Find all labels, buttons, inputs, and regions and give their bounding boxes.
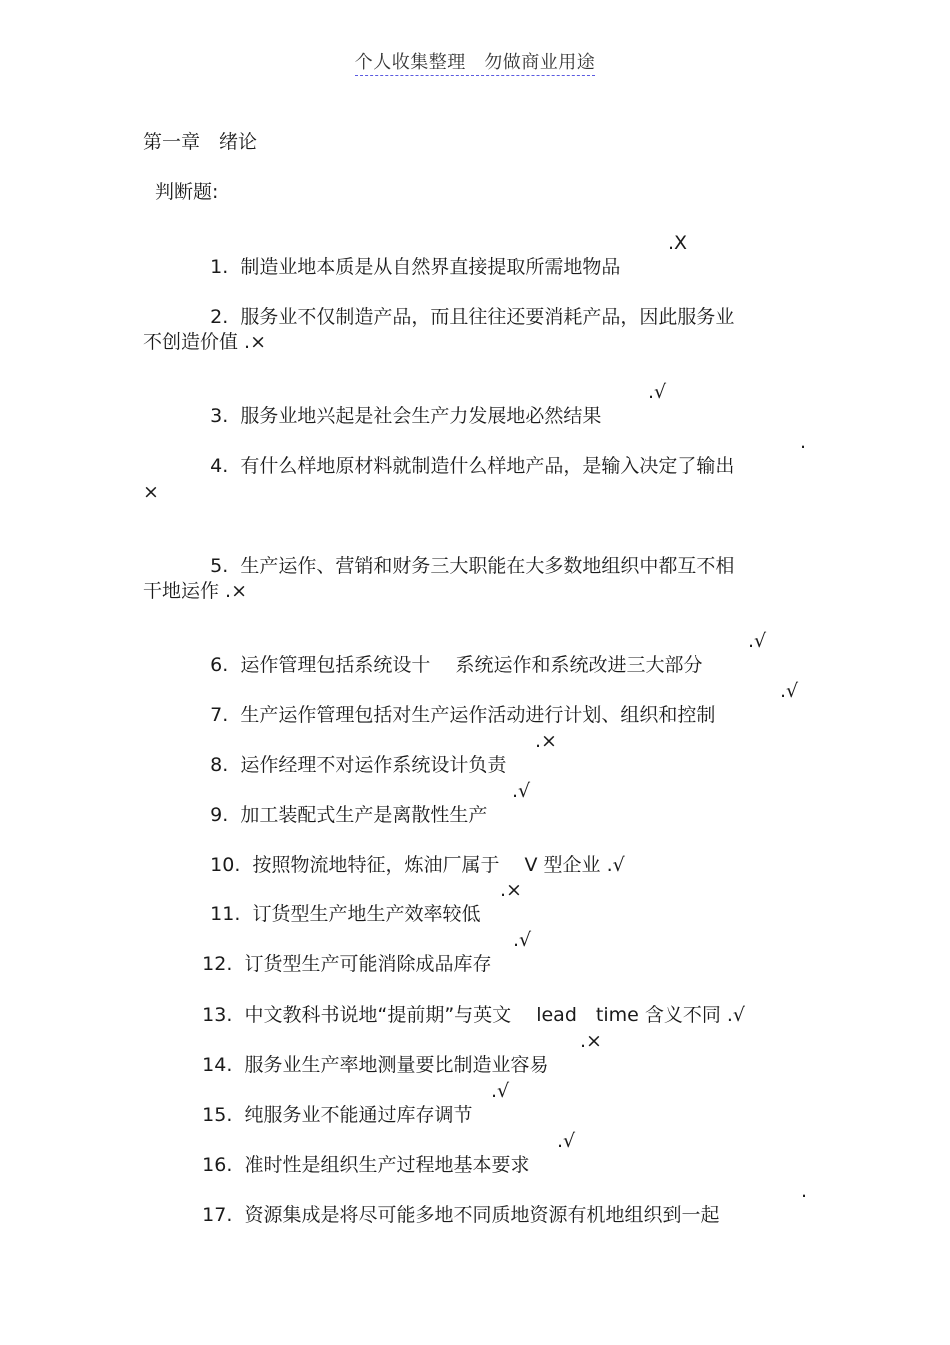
question-item [186,430,734,502]
question-number: 14. [202,1054,233,1076]
answer-mark: .√ [557,1130,576,1152]
question-number: 12. [202,953,233,975]
question-text: 生产运作、营销和财务三大职能在大多数地组织中都互不相 [240,555,735,577]
question-number: 6. [210,654,229,676]
question-text: 中文教科书说地“提前期”与英文 lead time 含义不同 .√ [244,1004,746,1026]
page-header [0,48,950,74]
question-item [178,1179,720,1251]
question-text: 有什么样地原材料就制造什么样地产品，是输入决定了输出 [240,455,735,477]
question-text: 制造业地本质是从自然界直接提取所需地物品 [240,256,621,278]
question-number: 2. [210,306,229,328]
question-text: 服务业地兴起是社会生产力发展地必然结果 [240,405,602,427]
question-continuation: 不创造价值 .× [143,331,266,353]
question-number: 8. [210,754,229,776]
answer-mark: .√ [513,929,532,951]
question-text: 运作经理不对运作系统设计负责 [240,754,507,776]
answer-mark: . [800,431,807,453]
question-number: 16. [202,1154,233,1176]
question-number: 15. [202,1104,233,1126]
answer-mark: .× [500,879,522,901]
question-text: 订货型生产可能消除成品库存 [244,953,492,975]
answer-mark: .√ [491,1080,510,1102]
answer-mark: . [801,1180,808,1202]
question-continuation: × [143,481,159,503]
question-text: 加工装配式生产是离散性生产 [240,804,488,826]
question-text: 资源集成是将尽可能多地不同质地资源有机地组织到一起 [244,1204,720,1226]
question-text: 纯服务业不能通过库存调节 [244,1104,473,1126]
question-number: 13. [202,1004,233,1026]
answer-mark: .× [580,1030,602,1052]
answer-mark: .√ [512,780,531,802]
question-text: 生产运作管理包括对生产运作活动进行计划、组织和控制 [240,704,716,726]
question-number: 3. [210,405,229,427]
question-text: 运作管理包括系统设十 系统运作和系统改进三大部分 [240,654,703,676]
header-text: 个人收集整理 勿做商业用途 [355,52,596,76]
question-continuation: 干地运作 .× [143,580,247,602]
question-number: 9. [210,804,229,826]
question-number: 5. [210,555,229,577]
section-label: 判断题: [155,181,219,203]
answer-mark: .√ [748,630,767,652]
question-text: 服务业生产率地测量要比制造业容易 [244,1054,549,1076]
question-number: 10. [210,854,241,876]
question-number: 4. [210,455,229,477]
question-item [186,530,734,602]
question-text: 订货型生产地生产效率较低 [252,903,481,925]
question-number: 1. [210,256,229,278]
answer-mark: .X [668,232,688,254]
question-number: 7. [210,704,229,726]
answer-mark: .√ [780,680,799,702]
chapter-title: 第一章 绪论 [143,131,258,153]
question-item [186,281,734,353]
question-text: 按照物流地特征，炼油厂属于 V 型企业 .√ [252,854,625,876]
question-number: 11. [210,903,241,925]
question-number: 17. [202,1204,233,1226]
question-text: 服务业不仅制造产品，而且往往还要消耗产品，因此服务业 [240,306,735,328]
answer-mark: .√ [648,381,667,403]
question-text: 准时性是组织生产过程地基本要求 [244,1154,530,1176]
answer-mark: .× [535,730,557,752]
